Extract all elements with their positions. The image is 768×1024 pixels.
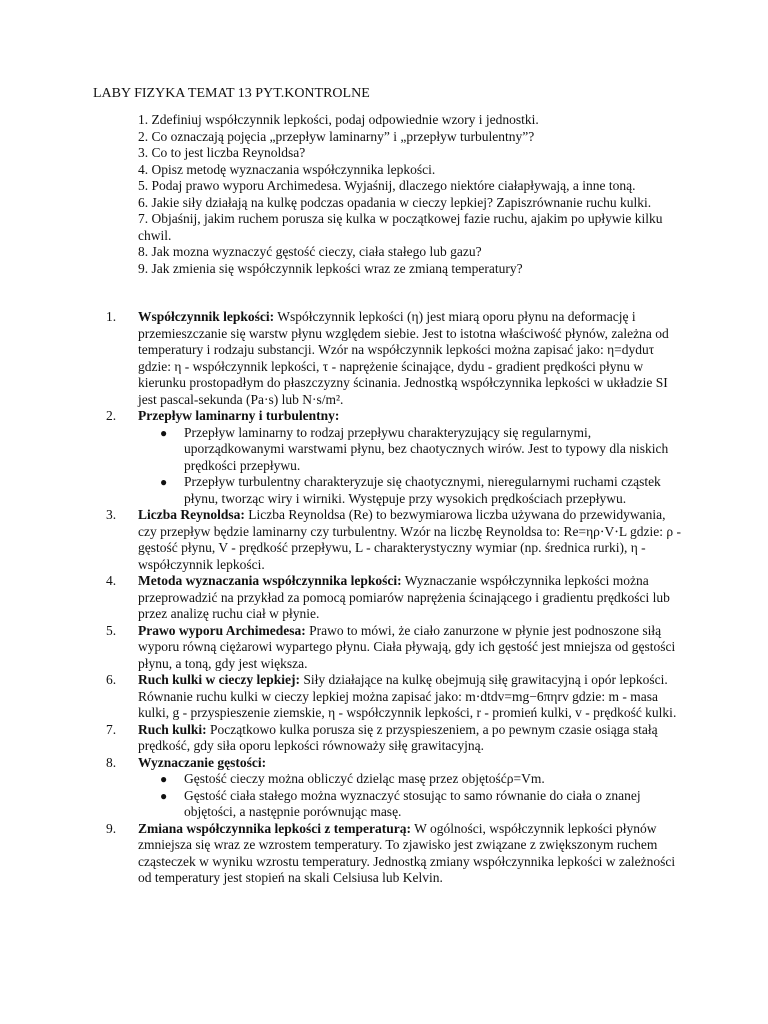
bullet-text: Przepływ laminarny to rodzaj przepływu charakteryzujący się regularnymi, uporządkowanymi warstwami płynu, bez chaotycznych wirów. Jest to typowy dla niskich prędkości przepływu. (184, 424, 669, 473)
answer-heading: Liczba Reynoldsa: (138, 507, 245, 522)
question-item: 1. Zdefiniuj współczynnik lepkości, podaj odpowiednie wzory i jednostki. (138, 112, 539, 127)
page-title: LABY FIZYKA TEMAT 13 PYT.KONTROLNE (93, 86, 370, 101)
question-item: 4. Opisz metodę wyznaczania współczynnika lepkości. (138, 161, 436, 177)
question-item: 3. Co to jest liczba Reynoldsa? (138, 145, 306, 160)
answer-item (106, 755, 684, 821)
bullet-icon: ● (160, 425, 168, 440)
bullet-text: Gęstość ciała stałego można wyznaczyć stosując to samo równanie do ciała o znanej objętości, a następnie porównując masę. (184, 787, 641, 819)
answer-heading: Zmiana współczynnika lepkości z temperaturą: (138, 820, 411, 836)
answer-item (106, 309, 684, 408)
answer-heading: Ruch kulki: (138, 721, 207, 737)
answer-number: 7. (106, 721, 117, 737)
bullet-item (160, 424, 684, 475)
bullet-icon: ● (160, 772, 168, 786)
bullet-icon: ● (160, 788, 168, 803)
answer-number: 6. (106, 672, 117, 687)
bullet-item (160, 787, 684, 821)
answer-item (106, 672, 684, 722)
answer-heading: Przepływ laminarny i turbulentny: (138, 408, 340, 423)
answer-heading: Prawo wyporu Archimedesa: (138, 622, 306, 638)
answer-text: Siły działające na kulkę obejmują siłę grawitacyjną i opór lepkości. Równanie ruchu kulki w cieczy lepkiej można zapisać jako: m⋅dtdv​=mg−6πηrv gdzie: m - masa kulki, g - przyspieszenie ziemskie, η - współczynnik lepkości, r - promień kulki, v - prędkość kulki. (138, 672, 677, 720)
answer-text: Współczynnik lepkości (η) jest miarą oporu płynu na deformację i przemieszczanie się warstw płynu względem siebie. Jest to istotna właściwość płynów, zależna od temperatury i rodzaju substancji. Wzór na współczynnik lepkości można zapisać jako: η=dydu​τ gdzie: η - współczynnik lepkości, τ - naprężenie ścinające, dydu - gradient prędkości płynu w kierunku prostopadłym do płaszczyzny ścinania. Jednostką współczynnika lepkości w układzie SI jest pascal-sekunda (Pa·s) lub N·s/m². (138, 309, 669, 407)
question-item: 2. Co oznaczają pojęcia „przepływ laminarny” i „przepływ turbulentny”? (138, 128, 535, 144)
bullet-item (160, 474, 684, 507)
bullet-icon: ● (160, 475, 168, 489)
answer-item (106, 623, 684, 673)
bullet-text: Gęstość cieczy można obliczyć dzieląc masę przez objętośćρ=Vm​. (184, 771, 545, 786)
answer-item (106, 821, 684, 887)
question-item: 8. Jak mozna wyznaczyć gęstość cieczy, ciała stałego lub gazu? (138, 244, 482, 259)
answer-number: 3. (106, 507, 117, 522)
bullet-list (138, 771, 684, 821)
answer-item (106, 573, 684, 623)
answer-text: W ogólności, współczynnik lepkości płynów zmniejsza się wraz ze wzrostem temperatury. To zjawisko jest związane z zwiększonym ruchem cząsteczek w wyniku wzrostu temperatury. Jednostką zmiany współczynnika lepkości w zależności od temperatury jest stopień na skali Celsiusa lub Kelvin. (138, 820, 676, 885)
bullet-text: Przepływ turbulentny charakteryzuje się chaotycznymi, nieregularnymi ruchami cząstek płynu, tworząc wiry i wirniki. Występuje przy wysokich prędkościach przepływu. (184, 474, 661, 506)
answer-heading: Metoda wyznaczania współczynnika lepkości: (138, 573, 402, 588)
answer-text: Prawo to mówi, że ciało zanurzone w płynie jest podnoszone siłą wyporu równą ciężarowi wypartego płynu. Ciała pływają, gdy ich gęstość jest mniejsza od gęstości płynu, a toną, gdy jest większa. (138, 622, 676, 671)
answer-list (106, 309, 684, 887)
question-item: 7. Objaśnij, jakim ruchem porusza się kulka w początkowej fazie ruchu, ajakim po upływie kilku chwil. (138, 211, 663, 243)
answer-number: 8. (106, 754, 117, 770)
answer-number: 9. (106, 820, 117, 836)
answer-item (106, 507, 684, 573)
answer-item (106, 722, 684, 755)
bullet-item (160, 771, 684, 788)
answer-heading: Ruch kulki w cieczy lepkiej: (138, 672, 300, 687)
answer-text: Wyznaczanie współczynnika lepkości można przeprowadzić na przykład za pomocą pomiarów naprężenia ścinającego i gradientu prędkości lub przez analizę ruchu ciał w płynie. (138, 573, 670, 621)
answer-heading: Wyznaczanie gęstości: (138, 754, 267, 770)
question-list (138, 112, 698, 277)
answer-number: 4. (106, 573, 117, 588)
answer-number: 1. (106, 309, 117, 324)
bullet-list (138, 425, 684, 508)
answer-text: Liczba Reynoldsa (Re) to bezwymiarowa liczba używana do przewidywania, czy przepływ będzie laminarny czy turbulentny. Wzór na liczbę Reynoldsa to: Re=ηρ⋅V⋅L​ gdzie: ρ - gęstość płynu, V - prędkość przepływu, L - charakterystyczny wymiar (np. średnica rurki), η - współczynnik lepkości. (138, 507, 681, 572)
answer-number: 5. (106, 622, 117, 638)
question-item: 6. Jakie siły działają na kulkę podczas opadania w cieczy lepkiej? Zapiszrównanie ruchu kulki. (138, 194, 652, 210)
answer-number: 2. (106, 408, 117, 423)
question-item: 9. Jak zmienia się współczynnik lepkości wraz ze zmianą temperatury? (138, 260, 523, 276)
answer-item (106, 408, 684, 507)
question-item: 5. Podaj prawo wyporu Archimedesa. Wyjaśnij, dlaczego niektóre ciałapływają, a inne toną. (138, 178, 636, 193)
answer-text: Początkowo kulka porusza się z przyspieszeniem, a po pewnym czasie osiąga stałą prędkość, gdy siła oporu lepkości równoważy siłę grawitacyjną. (138, 721, 658, 753)
answer-heading: Współczynnik lepkości: (138, 309, 275, 324)
